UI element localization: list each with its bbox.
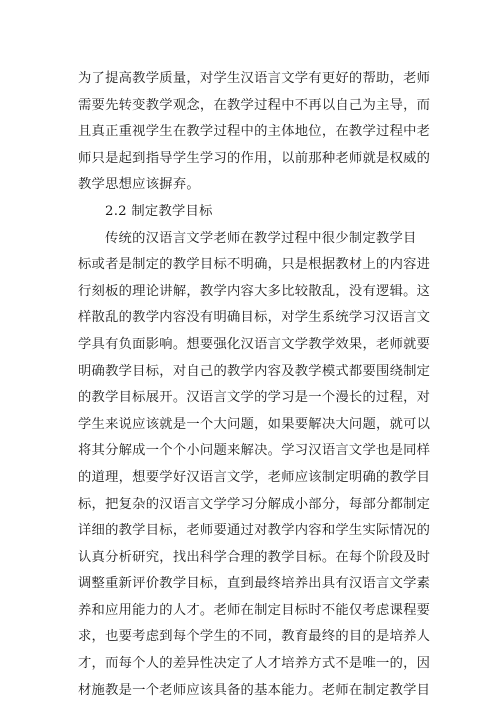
paragraph-line: 的教学目标展开。汉语言文学的学习是一个漫长的过程，对 — [78, 390, 431, 406]
paragraph-line: 明确教学目标，对自己的教学内容及教学模式都要围绕制定 — [78, 363, 431, 379]
paragraph-line: 师只是起到指导学生学习的作用，以前那种老师就是权威的 — [78, 150, 431, 166]
paragraph-line: 才，而每个人的差异性决定了人才培养方式不是唯一的，因 — [78, 656, 431, 672]
document-body — [78, 66, 431, 704]
paragraph-line: 且真正重视学生在教学过程中的主体地位，在教学过程中老 — [78, 124, 431, 140]
section-heading: 2.2 制定教学目标 — [105, 203, 213, 219]
paragraph-line: 为了提高教学质量，对学生汉语言文学有更好的帮助，老师 — [78, 71, 431, 86]
paragraph-line: 传统的汉语言文学老师在教学过程中很少制定教学目 — [105, 230, 417, 246]
paragraph-line: 教学思想应该摒弃。 — [78, 177, 200, 193]
paragraph-line: 学生来说应该就是一个大问题，如果要解决大问题，就可以 — [78, 416, 431, 432]
paragraph-line: 行刻板的理论讲解，教学内容大多比较散乱，没有逻辑。这 — [78, 283, 431, 299]
paragraph-line: 需要先转变教学观念，在教学过程中不再以自己为主导，而 — [78, 97, 431, 113]
paragraph-line: 求，也要考虑到每个学生的不同，教育最终的目的是培养人 — [78, 629, 431, 645]
paragraph-line: 材施教是一个老师应该具备的基本能力。老师在制定教学目 — [78, 682, 431, 698]
paragraph-line: 的道理，想要学好汉语言文学，老师应该制定明确的教学目 — [78, 469, 431, 485]
paragraph-line: 样散乱的教学内容没有明确目标，对学生系统学习汉语言文 — [78, 310, 431, 326]
paragraph-line: 养和应用能力的人才。老师在制定目标时不能仅考虑课程要 — [78, 602, 431, 618]
paragraph-line: 标，把复杂的汉语言文学学习分解成小部分，每部分都制定 — [78, 496, 431, 512]
paragraph-line: 标或者是制定的教学目标不明确，只是根据教材上的内容进 — [78, 257, 431, 273]
paragraph-line: 学具有负面影响。想要强化汉语言文学教学效果，老师就要 — [78, 336, 431, 352]
paragraph-line: 认真分析研究，找出科学合理的教学目标。在每个阶段及时 — [78, 549, 431, 565]
paragraph-line: 调整重新评价教学目标，直到最终培养出具有汉语言文学素 — [78, 576, 431, 592]
paragraph-line: 将其分解成一个个小问题来解决。学习汉语言文学也是同样 — [78, 443, 431, 459]
paragraph-2 — [78, 226, 431, 705]
paragraph-1 — [78, 66, 431, 199]
paragraph-line: 详细的教学目标，老师要通过对教学内容和学生实际情况的 — [78, 523, 431, 539]
